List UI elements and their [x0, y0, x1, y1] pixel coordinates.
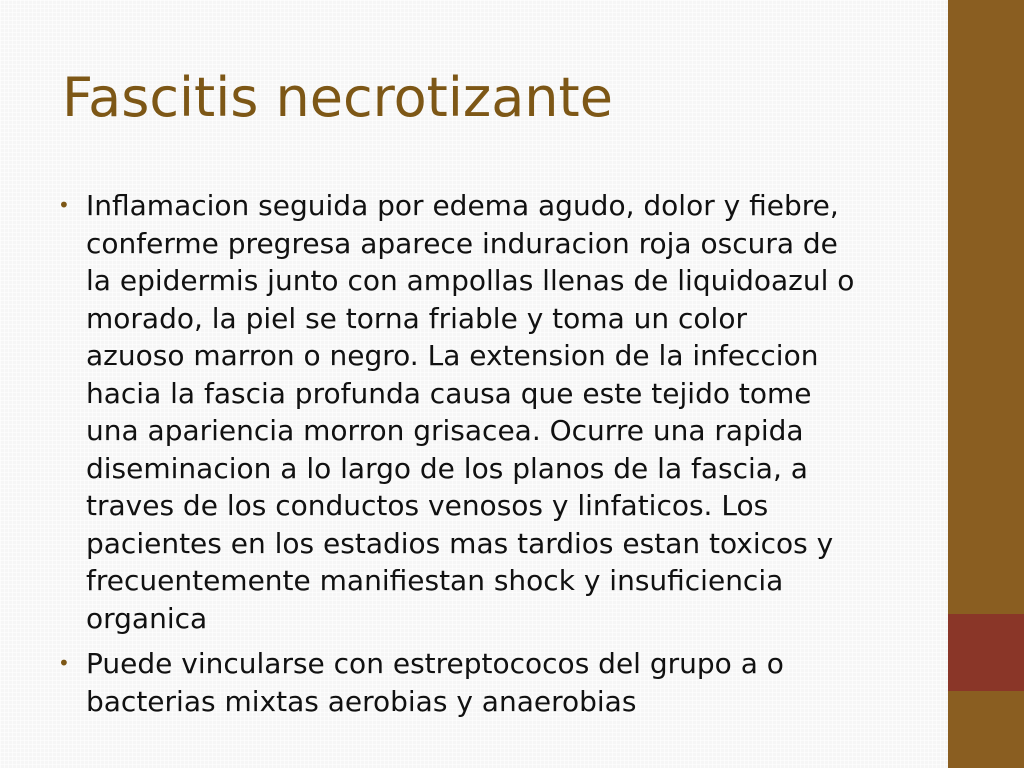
text-line: pacientes en los estadios mas tardios estan toxicos y	[86, 526, 834, 560]
text-line: traves de los conductos venosos y linfaticos. Los	[86, 489, 769, 522]
text-line: morado, la piel se torna friable y toma un color	[86, 301, 747, 335]
bullet-marker: •	[58, 651, 70, 675]
text-line: Puede vincularse con estreptococos del grupo a o	[86, 647, 784, 680]
bullet-list	[58, 187, 958, 728]
text-line: conferme pregresa aparece induracion roja oscura de	[86, 226, 838, 260]
text-line: la epidermis junto con ampollas llenas de liquidoazul o	[86, 264, 855, 297]
decorative-sidebar-accent	[948, 614, 1024, 691]
text-line: organica	[86, 601, 208, 635]
bullet-item	[58, 187, 958, 637]
slide-title: Fascitis necrotizante	[62, 66, 613, 129]
text-line: Inflamacion seguida por edema agudo, dolor y fiebre,	[86, 189, 839, 222]
bullet-text	[86, 645, 958, 720]
bullet-text	[86, 187, 958, 637]
text-line: bacterias mixtas aerobias y anaerobias	[86, 684, 637, 718]
bullet-item	[58, 645, 958, 720]
text-line: azuoso marron o negro. La extension de la infeccion	[86, 339, 819, 372]
text-line: una apariencia morron grisacea. Ocurre una rapida	[86, 414, 804, 447]
bullet-marker: •	[58, 193, 70, 217]
text-line: hacia la fascia profunda causa que este tejido tome	[86, 376, 812, 410]
text-line: frecuentemente manifiestan shock y insuficiencia	[86, 564, 784, 597]
text-line: diseminacion a lo largo de los planos de la fascia, a	[86, 451, 808, 485]
